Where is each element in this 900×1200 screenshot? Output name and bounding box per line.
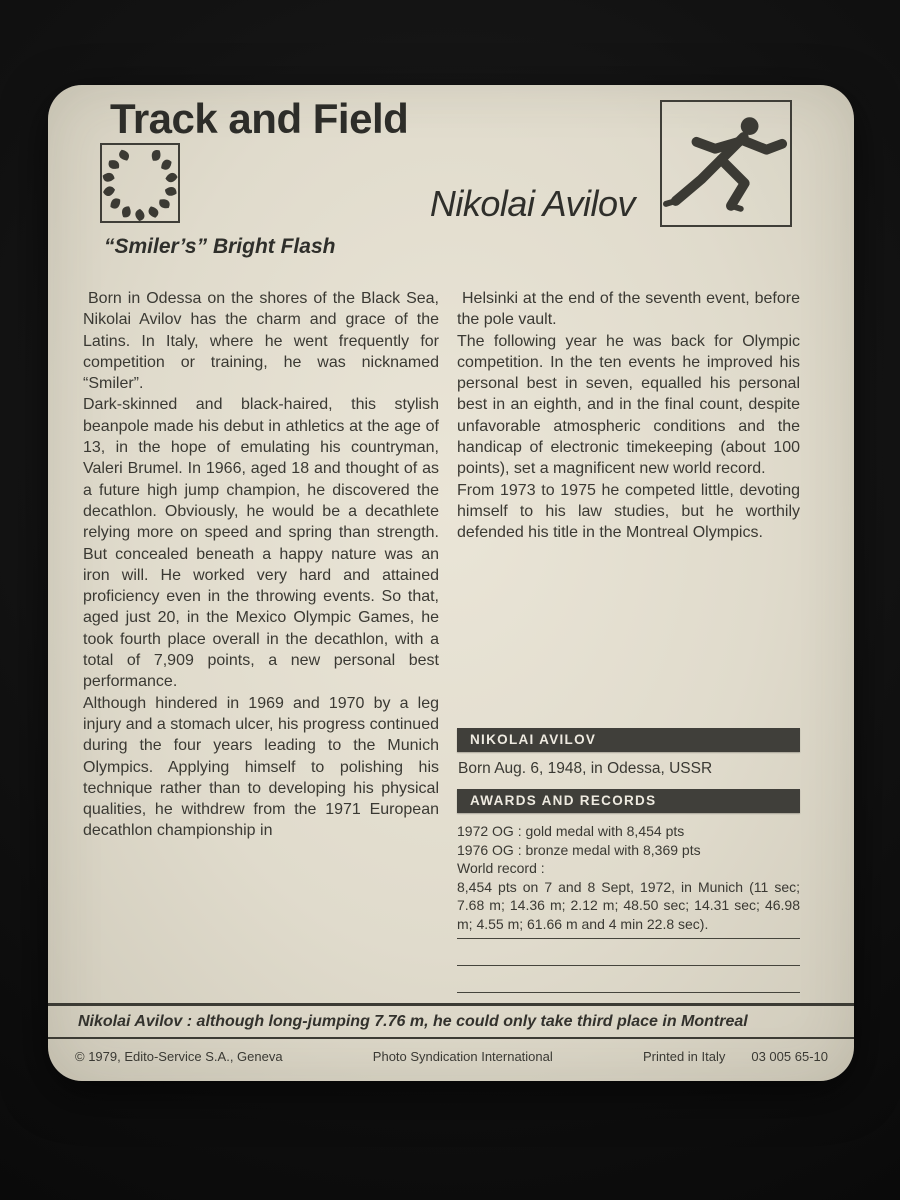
card-number: 03 005 65-10 [751,1049,828,1064]
paragraph: Helsinki at the end of the seventh event, before the pole vault. [457,290,800,329]
record-line: 1976 OG : bronze medal with 8,369 pts [457,841,701,858]
photo-caption: Nikolai Avilov : although long-jumping 7.76 m, he could only take third place in Montreal [78,1013,748,1030]
laurel-wreath-icon [100,143,180,223]
records-list [457,822,800,933]
profile-name-header: NIKOLAI AVILOV [457,728,800,752]
record-line: 8,454 pts on 7 and 8 Sept, 1972, in Munich (11 sec; 7.68 m; 14.36 m; 2.12 m; 48.50 sec; 14.31 sec; 46.98 m; 4.55 m; 61.66 m and 4 min 22.8 sec). [457,878,800,932]
card-tagline: “Smiler’s” Bright Flash [104,235,336,258]
paragraph: From 1973 to 1975 he competed little, devoting himself to his law studies, but he worthily defended his title in the Montreal Olympics. [457,481,800,542]
article-body [83,288,800,1005]
photo-credit: Photo Syndication International [372,1049,553,1064]
article-right-column [457,288,800,1005]
blank-rule-line [457,965,800,966]
sprinter-icon [660,100,792,227]
record-line: World record : [457,860,545,876]
imprint-row [48,1039,854,1064]
blank-rule-line [457,938,800,939]
athlete-name: Nikolai Avilov [429,183,635,224]
blank-rule-line [457,992,800,993]
paragraph: Dark-skinned and black-haired, this stylish beanpole made his debut in athletics at the age of 13, in the hope of emulating his countryman, Valeri Brumel. In 1966, aged 18 and thought of as a future high jump champion, he discovered the decathlon. Obviously, he would be a decathlete relying more on speed and spring than strength. But concealed beneath a happy nature was an iron will. He worked very hard and attained proficiency even in the throwing events. So that, aged just 20, in the Mexico Olympic Games, he took fourth place overall in the decathlon, with a total of 7,909 points, a new personal best performance. [83,396,439,691]
copyright-notice: © 1979, Edito-Service S.A., Geneva [75,1049,283,1064]
paragraph: Born in Odessa on the shores of the Black Sea, Nikolai Avilov has the charm and grace of the Latins. In Italy, where he went frequently for competition or training, he was nicknamed “Smiler”. [83,290,439,393]
athlete-profile-panel [457,728,800,993]
profile-born-line: Born Aug. 6, 1948, in Odessa, USSR [458,760,713,777]
card-category-title: Track and Field [110,95,409,142]
printed-in: Printed in Italy [642,1049,726,1064]
paragraph: Although hindered in 1969 and 1970 by a leg injury and a stomach ulcer, his progress continued during the four years leading to the Munich Olympics. Applying himself to polishing his technique rather than to developing his physical qualities, he withdrew from the 1971 European decathlon championship in [83,694,439,840]
record-line: 1972 OG : gold medal with 8,454 pts [457,823,685,839]
photo-caption-band [48,1003,854,1064]
awards-records-header: AWARDS AND RECORDS [457,789,800,813]
article-left-column [83,288,439,1005]
collector-card [48,85,854,1081]
paragraph: The following year he was back for Olympic competition. In the ten events he improved his personal best in seven, equalled his personal best in an eighth, and in the final count, despite unfavorable atmospheric conditions and the handicap of electronic timekeeping (about 100 points), set a magnificent new world record. [457,332,800,478]
